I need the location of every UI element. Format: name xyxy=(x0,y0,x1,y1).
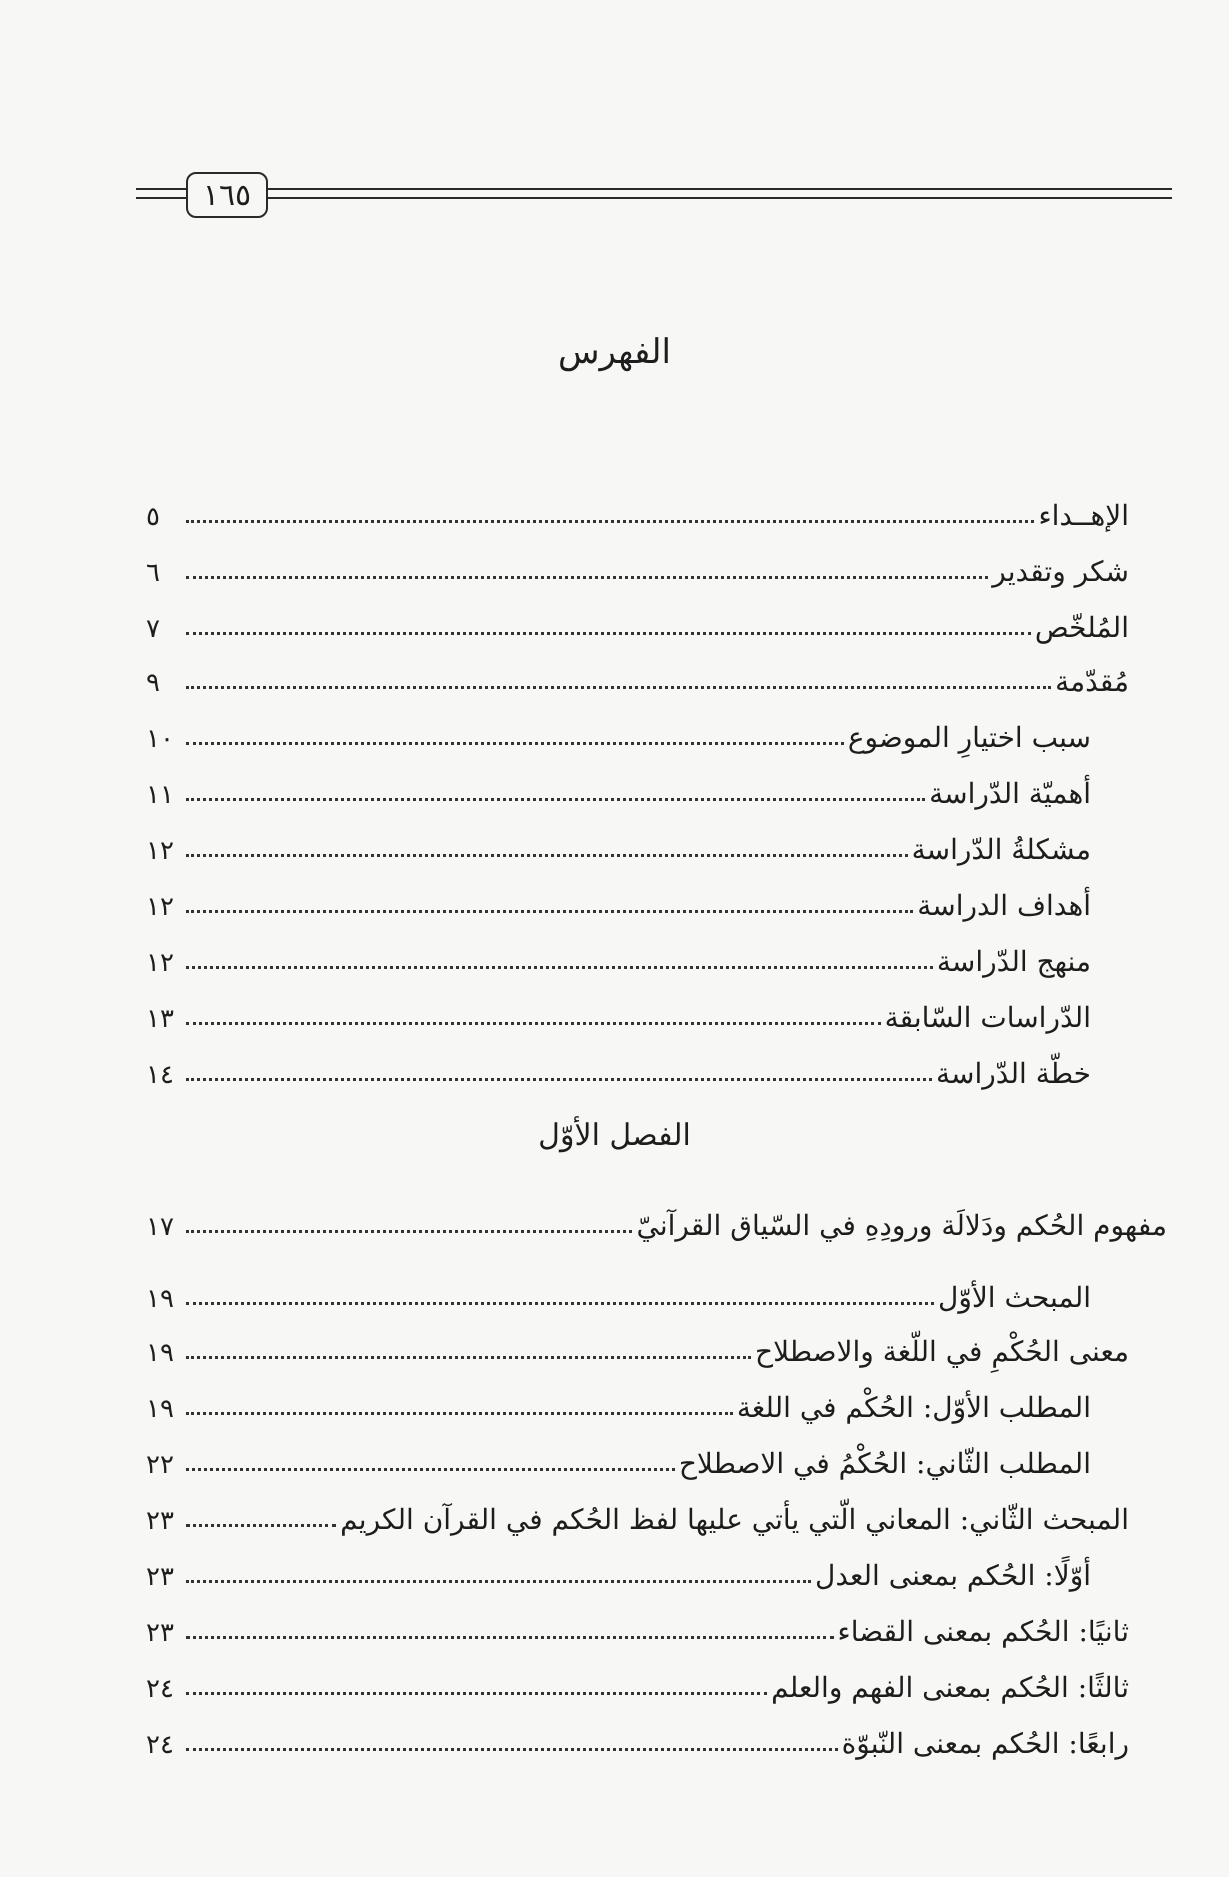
toc-entry-page: ٧ xyxy=(146,614,160,645)
toc-row xyxy=(146,482,1129,532)
toc-row xyxy=(146,1264,1091,1314)
toc-entry-title: سبب اختيارِ الموضوع xyxy=(847,721,1091,755)
toc-entry-page: ١٢ xyxy=(146,948,174,979)
toc-row xyxy=(146,1710,1129,1760)
toc-entry-title: المبحث الثّاني: المعاني الّتي يأتي عليها لفظ الحُكم في القرآن الكريم xyxy=(340,1503,1129,1537)
toc-entry-title: شكر وتقدير xyxy=(992,555,1129,589)
toc-entry-title: مفهوم الحُكم ودَلالَة ورودِهِ في السّياق القرآنيّ xyxy=(636,1209,1167,1243)
toc-entry-page: ١١ xyxy=(146,780,174,811)
toc-row xyxy=(146,1542,1091,1592)
toc-row xyxy=(146,1598,1129,1648)
dot-leader xyxy=(186,1692,767,1695)
toc-row xyxy=(146,928,1091,978)
toc-entry-title: المبحث الأوّل xyxy=(937,1281,1091,1315)
header-rule-bottom-left xyxy=(136,197,186,199)
header-rule-top-right xyxy=(264,188,1172,190)
page-number: ١٦٥ xyxy=(186,172,268,218)
toc-entry-page: ٢٣ xyxy=(146,1562,174,1593)
toc-entry-page: ٢٤ xyxy=(146,1730,174,1761)
toc-entry-page: ١٤ xyxy=(146,1060,174,1091)
toc-entry-page: ٩ xyxy=(146,668,160,699)
toc-row xyxy=(146,594,1129,644)
toc-entry-page: ٥ xyxy=(146,502,160,533)
toc-entry-page: ١٠ xyxy=(146,724,174,755)
toc-entry-title: الدّراسات السّابقة xyxy=(884,1001,1091,1035)
dot-leader xyxy=(186,1580,811,1583)
toc-entry-title: منهج الدّراسة xyxy=(936,945,1091,979)
toc-row xyxy=(146,984,1091,1034)
header-rule-bottom-right xyxy=(264,197,1172,199)
dot-leader xyxy=(186,1356,751,1359)
toc-entry-title: معنى الحُكْمِ في اللّغة والاصطلاح xyxy=(755,1335,1129,1369)
dot-leader xyxy=(186,966,933,969)
toc-entry-page: ٢٢ xyxy=(146,1450,174,1481)
toc-entry-title: رابعًا: الحُكم بمعنى النّبوّة xyxy=(841,1727,1129,1761)
toc-row xyxy=(146,1486,1129,1536)
toc-entry-title: أهداف الدراسة xyxy=(917,889,1091,923)
dot-leader xyxy=(186,854,908,857)
toc-entry-page: ١٢ xyxy=(146,892,174,923)
chapter-heading: الفصل الأوّل xyxy=(538,1118,691,1153)
dot-leader xyxy=(186,1524,336,1527)
toc-entry-title: ثالثًا: الحُكم بمعنى الفهم والعلم xyxy=(771,1671,1129,1705)
dot-leader xyxy=(186,1022,881,1025)
toc-entry-page: ١٢ xyxy=(146,836,174,867)
dot-leader xyxy=(186,1636,834,1639)
dot-leader xyxy=(186,1468,675,1471)
dot-leader xyxy=(186,1412,733,1415)
toc-row xyxy=(146,760,1091,810)
toc-entry-page: ٢٣ xyxy=(146,1618,174,1649)
dot-leader xyxy=(186,910,913,913)
toc-row xyxy=(146,538,1129,588)
toc-row xyxy=(146,872,1091,922)
toc-row xyxy=(146,1654,1129,1704)
toc-entry-page: ٢٤ xyxy=(146,1674,174,1705)
dot-leader xyxy=(186,798,925,801)
toc-entry-page: ٦ xyxy=(146,558,160,589)
toc-entry-title: المطلب الأوّل: الحُكْم في اللغة xyxy=(736,1391,1091,1425)
dot-leader xyxy=(186,576,988,579)
toc-entry-title: خطّة الدّراسة xyxy=(936,1057,1091,1091)
toc-entry-page: ٢٣ xyxy=(146,1506,174,1537)
dot-leader xyxy=(186,1302,934,1305)
dot-leader xyxy=(186,632,1031,635)
dot-leader xyxy=(186,1078,932,1081)
toc-entry-title: المُلخّص xyxy=(1034,611,1129,645)
toc-row xyxy=(146,1374,1091,1424)
toc-entry-title: المطلب الثّاني: الحُكْمُ في الاصطلاح xyxy=(678,1447,1091,1481)
header-rule-top-left xyxy=(136,188,186,190)
toc-entry-page: ١٩ xyxy=(146,1338,174,1369)
page-title: الفهرس xyxy=(558,332,671,372)
dot-leader xyxy=(186,1230,632,1233)
toc-entry-page: ١٣ xyxy=(146,1004,174,1035)
toc-row xyxy=(146,1040,1091,1090)
toc-entry-page: ١٩ xyxy=(146,1284,174,1315)
toc-entry-title: ثانيًا: الحُكم بمعنى القضاء xyxy=(837,1615,1129,1649)
toc-entry-title: مشكلةُ الدّراسة xyxy=(911,833,1091,867)
toc-row xyxy=(146,704,1091,754)
toc-entry-title: أهميّة الدّراسة xyxy=(929,777,1091,811)
toc-row xyxy=(146,816,1091,866)
toc-entry-title: الإهــداء xyxy=(1038,499,1129,533)
toc-row xyxy=(146,1318,1129,1368)
dot-leader xyxy=(186,1748,838,1751)
toc-entry-page: ١٧ xyxy=(146,1212,174,1243)
toc-row xyxy=(146,1430,1091,1480)
toc-entry-title: مُقدّمة xyxy=(1055,665,1129,699)
dot-leader xyxy=(186,742,844,745)
toc-row xyxy=(146,648,1129,698)
toc-row xyxy=(146,1192,1167,1242)
dot-leader xyxy=(186,686,1051,689)
toc-entry-page: ١٩ xyxy=(146,1394,174,1425)
toc-entry-title: أوّلًا: الحُكم بمعنى العدل xyxy=(814,1559,1091,1593)
dot-leader xyxy=(186,520,1034,523)
